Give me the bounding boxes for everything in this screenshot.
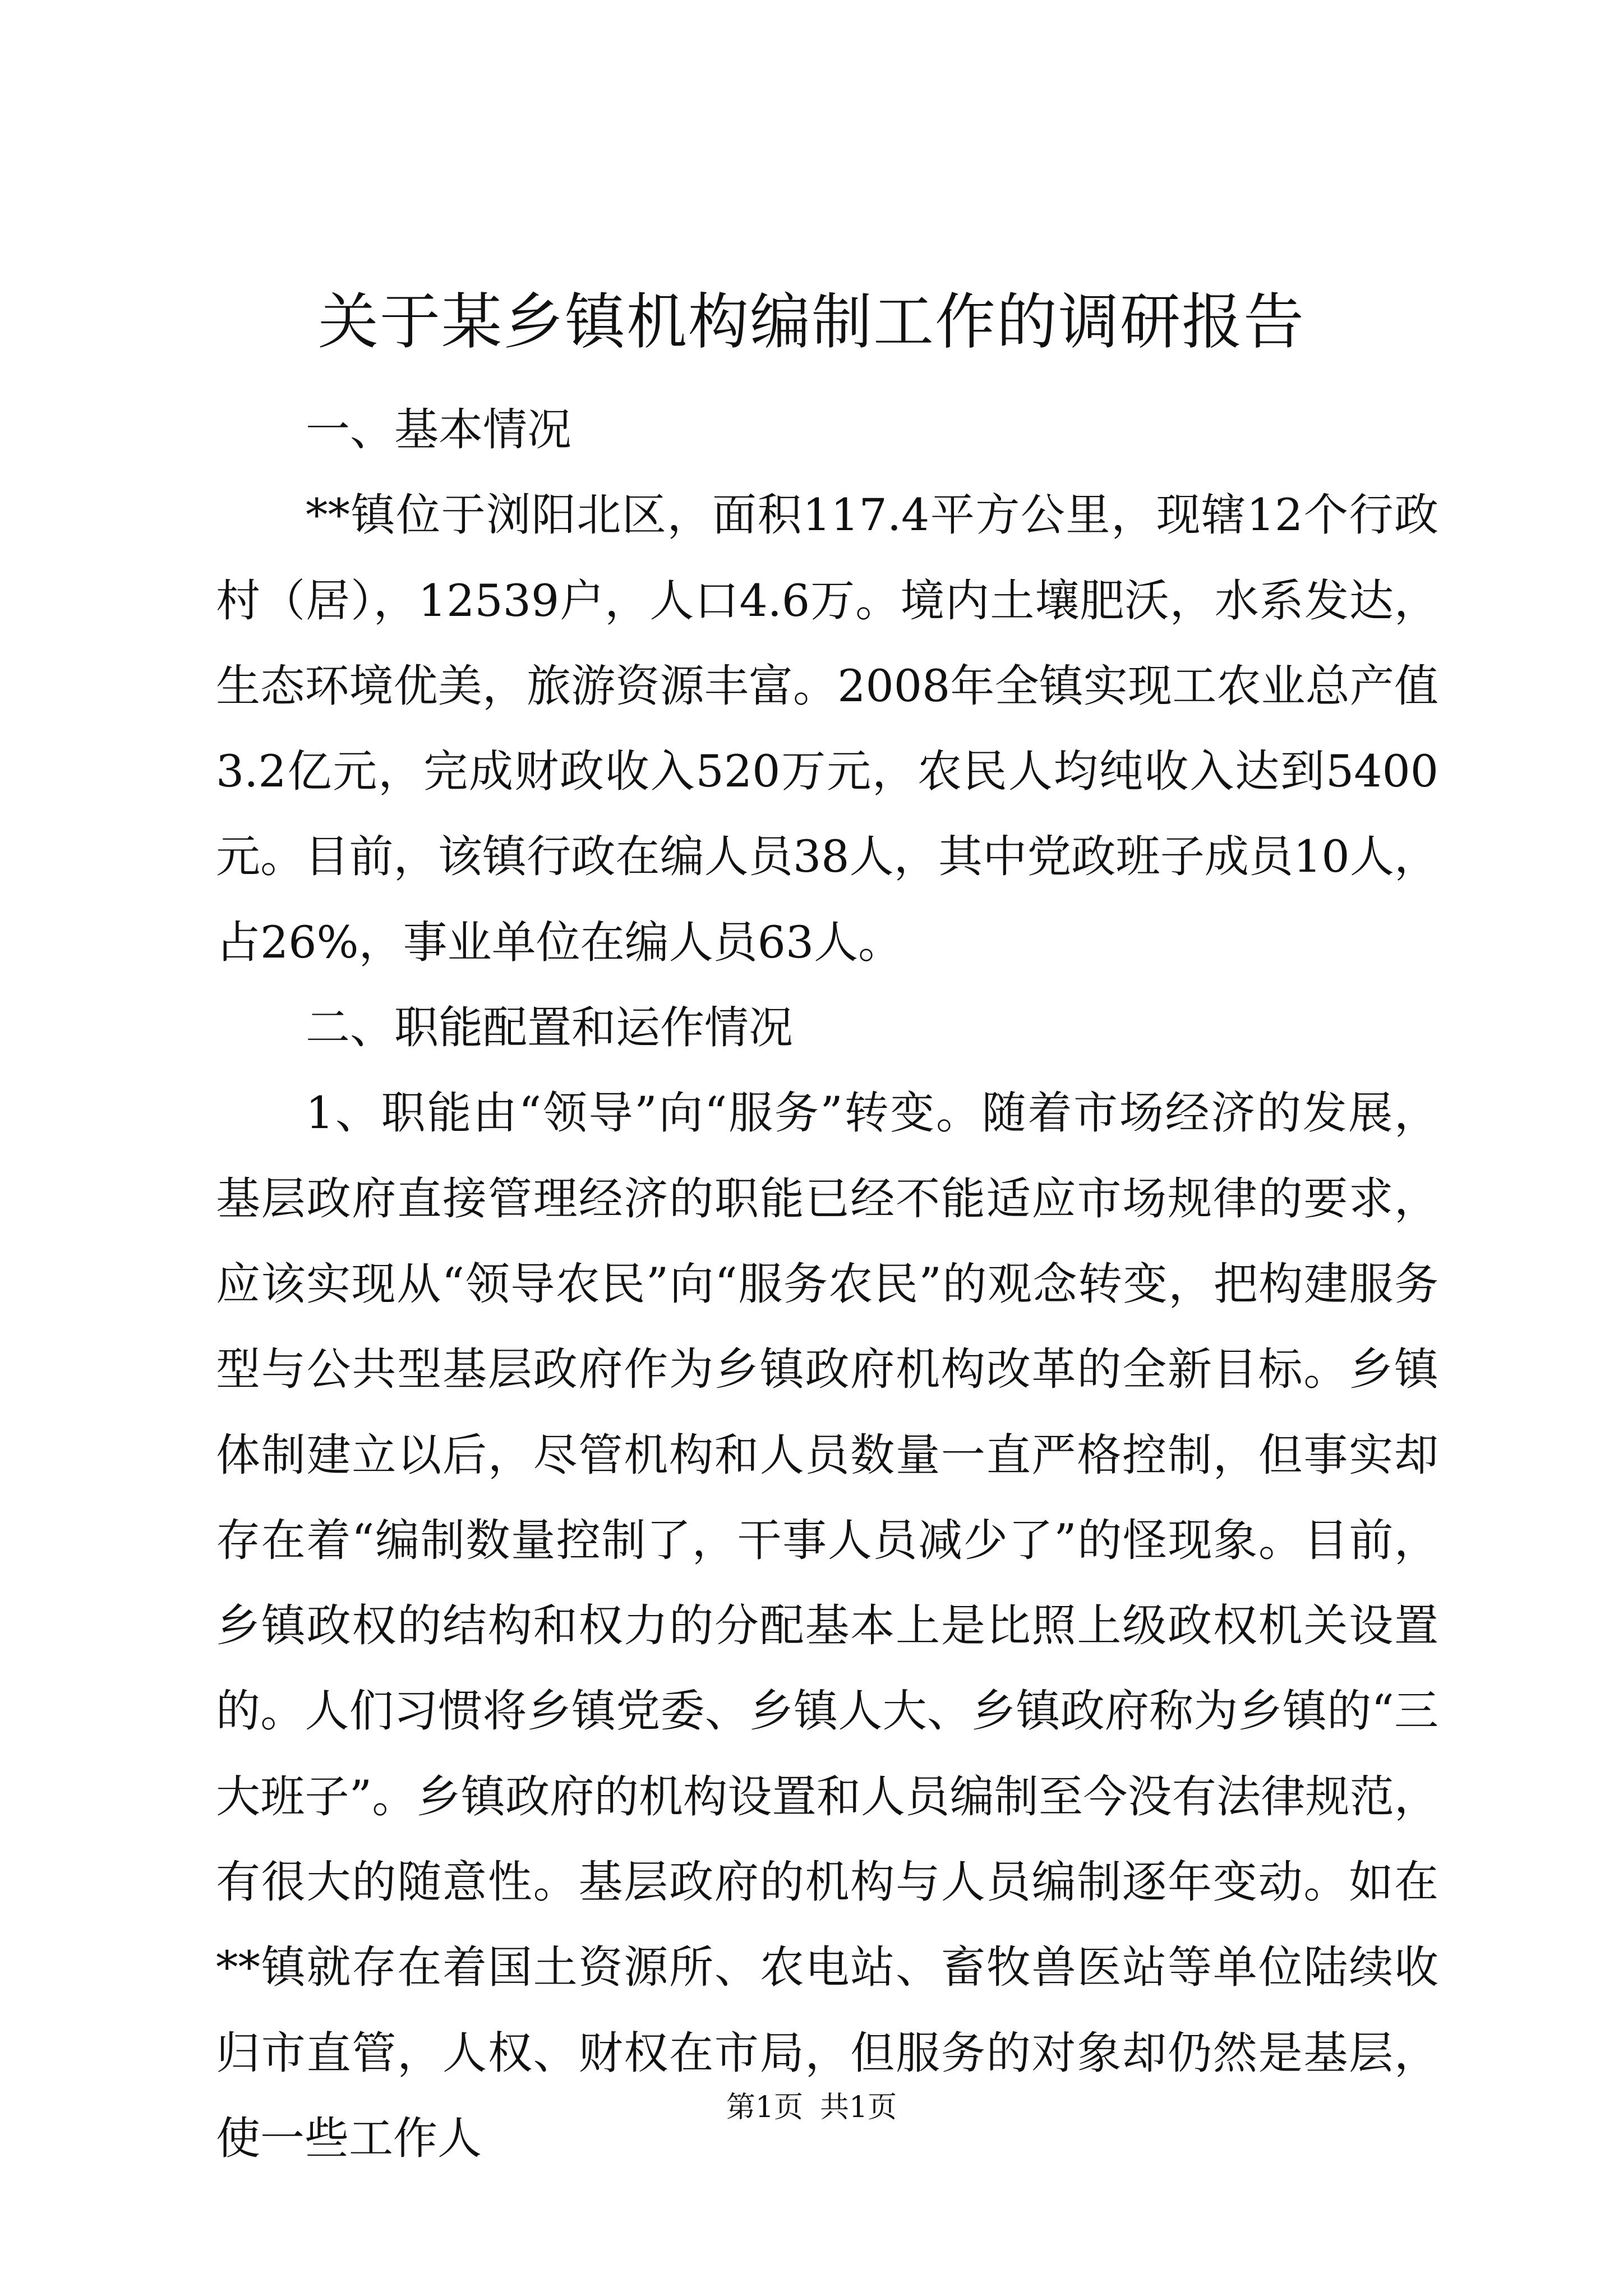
page-footer xyxy=(0,2088,1623,2127)
section-2-paragraph: 1、职能由“领导”向“服务”转变。随着市场经济的发展，基层政府直接管理经济的职能已经不能适应市场规律的要求，应该实现从“领导农民”向“服务农民”的观念转变，把构建服务型与公共型基层政府作为乡镇政府机构改革的全新目标。乡镇体制建立以后，尽管机构和人员数量一直严格控制，但事实却存在着“编制数量控制了，干事人员减少了”的怪现象。目前，乡镇政权的结构和权力的分配基本上是比照上级政权机关设置的。人们习惯将乡镇党委、乡镇人大、乡镇政府称为乡镇的“三大班子”。乡镇政府的机构设置和人员编制至今没有法律规范，有很大的随意性。基层政府的机构与人员编制逐年变动。如在**镇就存在着国土资源所、农电站、畜牧兽医站等单位陆续收归市直管，人权、财权在市局，但服务的对象却仍然是基层，使一些工作人 xyxy=(216,1087,1438,2164)
section-2-heading: 二、职能配置和运作情况 xyxy=(306,1002,793,1054)
section-1-paragraph: **镇位于浏阳北区，面积117.4平方公里，现辖12个行政村（居），12539户，人口4.6万。境内土壤肥沃，水系发达，生态环境优美，旅游资源丰富。2008年全镇实现工农业总产值3.2亿元，完成财政收入520万元，农民人均纯收入达到5400元。目前，该镇行政在编人员38人，其中党政班子成员10人，占26%，事业单位在编人员63人。 xyxy=(216,489,1438,968)
document-title: 关于某乡镇机构编制工作的调研报告 xyxy=(317,287,1305,357)
section-1-heading: 一、基本情况 xyxy=(306,404,571,455)
page-number: 第1页 xyxy=(726,2091,803,2124)
document-body xyxy=(216,387,1438,2181)
page-total: 共1页 xyxy=(820,2091,897,2124)
